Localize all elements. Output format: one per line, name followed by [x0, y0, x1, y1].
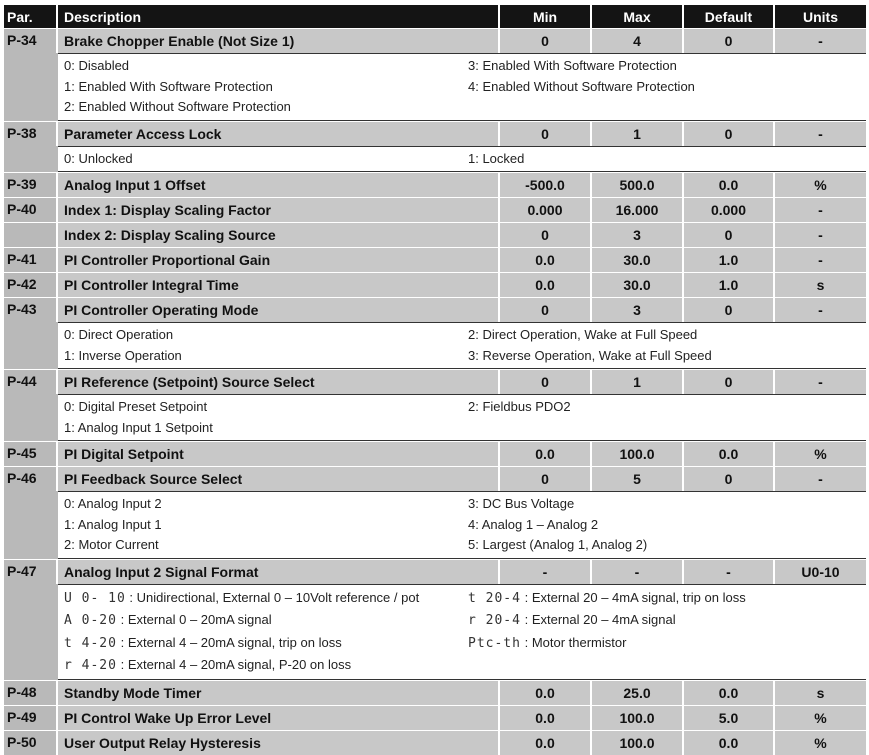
param-max: 25.0	[592, 681, 684, 705]
param-max: 3	[592, 298, 684, 322]
param-max: 4	[592, 29, 684, 53]
seven-segment-code: t 4-20	[64, 635, 117, 651]
options-left	[64, 587, 468, 677]
option-item: 2: Enabled Without Software Protection	[64, 99, 291, 114]
param-id: P-39	[4, 173, 58, 197]
param-min: 0.0	[500, 681, 592, 705]
param-row	[4, 222, 866, 247]
options-list	[58, 53, 866, 121]
table-header	[4, 5, 866, 28]
param-id: P-41	[4, 248, 58, 272]
seven-segment-code: U 0- 10	[64, 590, 126, 606]
gutter	[4, 584, 58, 680]
param-id: P-42	[4, 273, 58, 297]
param-id: P-45	[4, 442, 58, 466]
param-name: PI Control Wake Up Error Level	[58, 706, 500, 730]
param-row	[4, 28, 866, 53]
param-max: -	[592, 560, 684, 584]
param-units: %	[814, 734, 827, 751]
gutter	[4, 146, 58, 173]
param-default: 1.0	[684, 248, 775, 272]
param-row	[4, 197, 866, 222]
format-option	[64, 654, 468, 677]
param-min: -	[500, 560, 592, 584]
option-item: 2: Motor Current	[64, 537, 159, 552]
param-name: PI Digital Setpoint	[58, 442, 500, 466]
param-units: U0-10	[801, 563, 840, 580]
param-max: 5	[592, 467, 684, 491]
param-name: Parameter Access Lock	[58, 122, 500, 146]
options-left	[64, 397, 468, 438]
param-id: P-48	[4, 681, 58, 705]
option-item: 1: Analog Input 1 Setpoint	[64, 419, 213, 435]
param-min: 0.0	[500, 273, 592, 297]
param-id: P-43	[4, 298, 58, 322]
param-max: 100.0	[592, 706, 684, 730]
option-item: 0: Digital Preset Setpoint	[64, 399, 208, 414]
param-row	[4, 680, 866, 705]
param-row	[4, 247, 866, 272]
option-item: 0: Unlocked	[64, 150, 133, 166]
param-row	[4, 705, 866, 730]
param-row	[4, 441, 866, 466]
format-description: : External 20 – 4mA signal	[524, 612, 676, 627]
param-units: -	[818, 33, 823, 49]
options-list	[58, 491, 866, 559]
param-default: 0	[684, 122, 775, 146]
param-max: 30.0	[592, 273, 684, 297]
options-left	[64, 494, 468, 556]
param-max: 16.000	[592, 198, 684, 222]
param-min: -500.0	[500, 173, 592, 197]
option-item: 0: Direct Operation	[64, 327, 174, 342]
format-option	[64, 587, 468, 610]
option-item: 1: Locked	[468, 150, 525, 166]
param-units: -	[818, 202, 823, 218]
options-right	[468, 494, 866, 556]
param-max: 1	[592, 122, 684, 146]
param-name: PI Controller Proportional Gain	[58, 248, 500, 272]
seven-segment-code: r 4-20	[64, 658, 117, 673]
param-id: P-38	[4, 122, 58, 146]
format-option	[468, 632, 866, 655]
header-par: Par.	[4, 5, 58, 28]
param-id	[4, 223, 58, 247]
options-right	[468, 397, 866, 438]
option-item: 3: Enabled With Software Protection	[468, 58, 677, 73]
param-id: P-40	[4, 198, 58, 222]
param-name: PI Controller Integral Time	[58, 273, 500, 297]
param-units: -	[818, 471, 823, 487]
param-row	[4, 297, 866, 322]
seven-segment-code: A 0-20	[64, 613, 117, 628]
format-description: : Motor thermistor	[524, 634, 627, 650]
options-row	[4, 146, 866, 173]
format-option	[468, 587, 866, 610]
param-min: 0.0	[500, 731, 592, 755]
param-default: 5.0	[684, 706, 775, 730]
param-max: 3	[592, 223, 684, 247]
format-description: : External 20 – 4mA signal, trip on loss	[524, 589, 746, 605]
param-id: P-46	[4, 467, 58, 491]
param-max: 500.0	[592, 173, 684, 197]
param-default: 1.0	[684, 273, 775, 297]
format-description: : Unidirectional, External 0 – 10Volt reference / pot	[129, 589, 420, 605]
options-right	[468, 587, 866, 677]
param-id: P-34	[4, 29, 58, 53]
param-units: s	[816, 277, 825, 293]
options-left	[64, 149, 468, 170]
options-left	[64, 56, 468, 118]
options-list	[58, 584, 866, 680]
param-name: Brake Chopper Enable (Not Size 1)	[58, 29, 500, 53]
options-list	[58, 394, 866, 441]
param-min: 0.0	[500, 248, 592, 272]
param-min: 0.0	[500, 442, 592, 466]
seven-segment-code: Ptc-th	[468, 635, 521, 651]
param-row	[4, 172, 866, 197]
param-default: 0.0	[684, 173, 775, 197]
param-default: 0	[684, 29, 775, 53]
param-min: 0.000	[500, 198, 592, 222]
format-option	[64, 609, 468, 632]
param-name: Analog Input 2 Signal Format	[58, 560, 500, 584]
param-units: -	[818, 227, 823, 243]
options-row	[4, 584, 866, 680]
options-row	[4, 491, 866, 559]
format-description: : External 4 – 20mA signal, P-20 on loss	[120, 657, 352, 672]
param-units: s	[816, 684, 825, 701]
param-default: 0	[684, 223, 775, 247]
gutter	[4, 322, 58, 369]
format-option	[64, 632, 468, 655]
option-item: 1: Enabled With Software Protection	[64, 78, 273, 94]
param-max: 30.0	[592, 248, 684, 272]
param-id: P-44	[4, 370, 58, 394]
param-max: 1	[592, 370, 684, 394]
param-units: %	[814, 177, 827, 193]
param-row	[4, 369, 866, 394]
header-description: Description	[58, 5, 500, 28]
param-units: -	[818, 125, 823, 142]
param-min: 0	[500, 467, 592, 491]
option-item: 4: Analog 1 – Analog 2	[468, 516, 599, 532]
param-min: 0	[500, 223, 592, 247]
param-units: %	[814, 446, 827, 462]
param-max: 100.0	[592, 442, 684, 466]
header-max: Max	[592, 5, 684, 28]
param-max: 100.0	[592, 731, 684, 755]
param-min: 0.0	[500, 706, 592, 730]
options-right	[468, 149, 866, 170]
param-id: P-47	[4, 560, 58, 584]
option-item: 0: Analog Input 2	[64, 496, 162, 511]
option-item: 4: Enabled Without Software Protection	[468, 78, 695, 94]
options-right	[468, 56, 866, 118]
option-item: 3: DC Bus Voltage	[468, 496, 575, 511]
param-name: Standby Mode Timer	[58, 681, 500, 705]
parameter-table	[4, 5, 866, 755]
options-row	[4, 394, 866, 441]
param-name: Index 1: Display Scaling Factor	[58, 198, 500, 222]
param-default: 0.000	[684, 198, 775, 222]
param-default: 0	[684, 370, 775, 394]
option-item: 0: Disabled	[64, 58, 130, 73]
param-name: PI Reference (Setpoint) Source Select	[58, 370, 500, 394]
format-description: : External 0 – 20mA signal	[120, 612, 272, 627]
param-units: -	[818, 302, 823, 318]
param-row	[4, 121, 866, 146]
options-list	[58, 322, 866, 369]
options-right	[468, 325, 866, 366]
param-units: -	[818, 374, 823, 390]
param-id: P-50	[4, 731, 58, 755]
param-units: %	[814, 709, 827, 726]
seven-segment-code: t 20-4	[468, 590, 521, 606]
param-row	[4, 272, 866, 297]
param-default: 0	[684, 298, 775, 322]
format-description: : External 4 – 20mA signal, trip on loss	[120, 634, 342, 650]
gutter	[4, 53, 58, 121]
header-units: Units	[803, 8, 838, 25]
seven-segment-code: r 20-4	[468, 613, 521, 628]
gutter	[4, 394, 58, 441]
option-item: 2: Direct Operation, Wake at Full Speed	[468, 327, 698, 342]
param-name: Index 2: Display Scaling Source	[58, 223, 500, 247]
options-list	[58, 146, 866, 173]
param-units: -	[818, 252, 823, 268]
param-default: 0.0	[684, 442, 775, 466]
format-option	[468, 609, 866, 632]
param-default: 0.0	[684, 681, 775, 705]
header-min: Min	[500, 5, 592, 28]
param-name: User Output Relay Hysteresis	[58, 731, 500, 755]
header-default: Default	[684, 5, 775, 28]
options-row	[4, 322, 866, 369]
option-item: 2: Fieldbus PDO2	[468, 399, 571, 414]
param-row	[4, 466, 866, 491]
options-left	[64, 325, 468, 366]
param-name: Analog Input 1 Offset	[58, 173, 500, 197]
param-default: 0.0	[684, 731, 775, 755]
option-item: 3: Reverse Operation, Wake at Full Speed	[468, 347, 712, 363]
param-default: -	[684, 560, 775, 584]
param-min: 0	[500, 298, 592, 322]
option-item: 1: Inverse Operation	[64, 347, 182, 363]
option-item: 1: Analog Input 1	[64, 516, 162, 532]
gutter	[4, 491, 58, 559]
param-min: 0	[500, 29, 592, 53]
param-row	[4, 559, 866, 584]
param-name: PI Feedback Source Select	[58, 467, 500, 491]
param-min: 0	[500, 370, 592, 394]
param-min: 0	[500, 122, 592, 146]
param-name: PI Controller Operating Mode	[58, 298, 500, 322]
param-id: P-49	[4, 706, 58, 730]
option-item: 5: Largest (Analog 1, Analog 2)	[468, 537, 648, 552]
param-default: 0	[684, 467, 775, 491]
options-row	[4, 53, 866, 121]
